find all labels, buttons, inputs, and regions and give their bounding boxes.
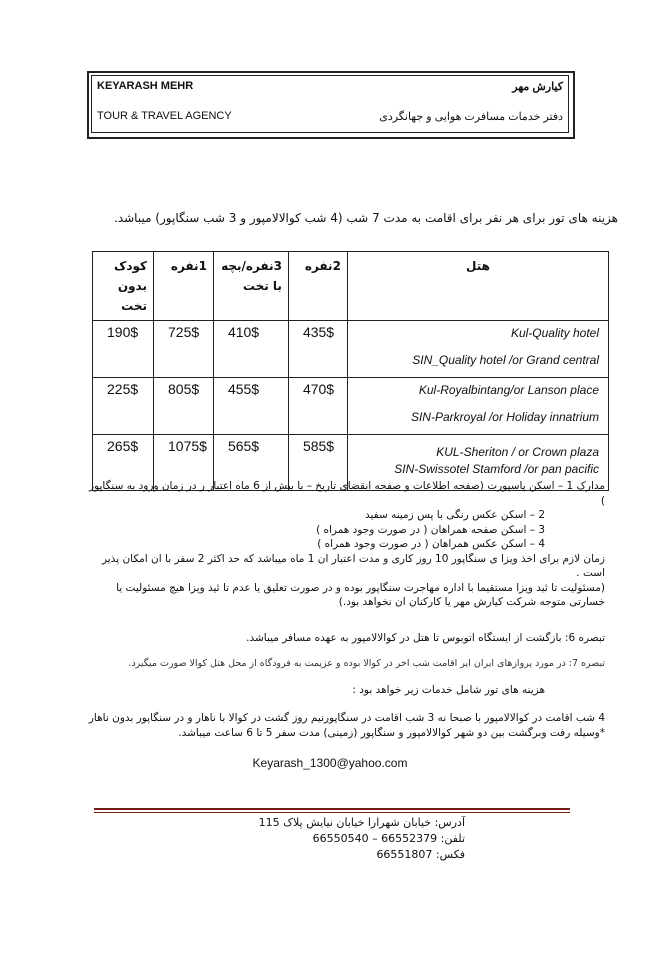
note-7: تبصره 7: در مورد پروازهای ایران ایر اقامت شب اخر در کوالا بوده و عزیمت به فرودگاه از محل هتل کوالا صورت میگیرد. [128, 658, 605, 669]
price-triple: 410$ [213, 321, 288, 378]
price-child: 225$ [93, 378, 154, 435]
responsibility-note: (مسئولیت تا ئید ویزا مستقیما با اداره مهاجرت سنگاپور بوده و در صورت تعلیق یا عدم تا ئید ویزا هیچ مسئولیت یا خسارتی متوجه شرکت کیارش مهر یا کارکنان ان نخواهد بود.) [116, 581, 605, 608]
services-title: هزینه های تور شامل خدمات زیر خواهد بود : [352, 684, 545, 696]
col-header-triple: 3نفره/بچه با تخت [213, 252, 288, 321]
hotel-kl: Kul-Royalbintang/or Lanson place [418, 383, 599, 397]
col-header-hotel: هتل [347, 252, 608, 321]
doc-item-companion-page: 3 – اسکن صفحه همراهان ( در صورت وجود همراه ) [316, 523, 545, 536]
price-double: 435$ [288, 321, 347, 378]
price-single: 1075$ [154, 435, 214, 491]
price-double: 585$ [288, 435, 347, 491]
price-child: 190$ [93, 321, 154, 378]
visa-time-note: زمان لازم برای اخذ ویزا ی سنگاپور 10 روز کاری و مدت اعتبار ان 1 ماه میباشد که حد اکثر 2 سفر با ان امکان پذیر است . [101, 552, 605, 579]
note-6: تبصره 6: بازگشت از ایستگاه اتوبوس تا هتل در کوالالامپور به عهده مسافر میباشد. [246, 632, 605, 644]
price-double: 470$ [288, 378, 347, 435]
hotel-kl: Kul-Quality hotel [510, 326, 599, 340]
footer-address: آدرس: خیابان شهرارا خیابان نیایش پلاک 115 [258, 816, 465, 829]
table-row [93, 321, 609, 378]
footer-rule [94, 808, 570, 810]
col-header-double: 2نفره [288, 252, 347, 321]
hotel-sin: SIN-Parkroyal /or Holiday innatrium [410, 410, 599, 424]
rates-table [92, 251, 609, 491]
hotel-cell [347, 378, 608, 435]
col-header-single: 1نفره [154, 252, 214, 321]
footer-phone: تلفن: 66552379 – 66550540 [312, 832, 465, 845]
agency-subtitle-fa: دفتر خدمات مسافرت هوایی و جهانگردی [379, 111, 563, 123]
doc-item-companion-photo: 4 – اسکن عکس همراهان ( در صورت وجود همراه ) [317, 538, 545, 550]
hotel-kl: KUL-Sheriton / or Crown plaza [436, 445, 599, 459]
price-child: 265$ [93, 435, 154, 491]
intro-text: هزینه های تور برای هر نفر برای اقامت به مدت 7 شب (4 شب کوالالامپور و 3 شب سنگاپور) میباشد. [114, 211, 618, 225]
hotel-sin: SIN-Swissotel Stamford /or pan pacific [394, 462, 599, 476]
table-row [93, 378, 609, 435]
company-name-fa: کیارش مهر [512, 81, 563, 93]
price-triple: 455$ [213, 378, 288, 435]
price-triple: 565$ [213, 435, 288, 491]
col-header-child: کودک بدون تخت [93, 252, 154, 321]
doc-item-photo: 2 – اسکن عکس رنگی با پس زمینه سفید [364, 509, 545, 521]
services-text: 4 شب اقامت در کوالالامپور با صبحا نه 3 شب اقامت در سنگاپورنیم روز گشت در کوالا با ناهار و در سنگاپور بدون ناهار *وسیله رفت وبرگشت بین دو شهر کوالالامپور و سنگاپور (زمینی) مدت سفر 5 تا 6 ساعت میباشد. [88, 712, 605, 739]
documents-section [85, 479, 605, 610]
price-single: 725$ [154, 321, 214, 378]
price-single: 805$ [154, 378, 214, 435]
doc-item-passport: مدارک 1 – اسکن پاسپورت (صفحه اطلاعات و صفحه انقضای تاریخ – با بیش از 6 ماه اعتبار ر در زمان ورود به سنگاپور ) [89, 480, 605, 507]
hotel-cell [347, 321, 608, 378]
email-address: Keyarash_1300@yahoo.com [252, 756, 408, 770]
company-name-en: KEYARASH MEHR [97, 80, 194, 92]
table-header-row [93, 252, 609, 321]
footer-fax: فکس: 66551807 [376, 848, 465, 861]
agency-subtitle-en: TOUR & TRAVEL AGENCY [97, 110, 232, 122]
footer-rule-thin [94, 812, 570, 813]
hotel-sin: SIN_Quality hotel /or Grand central [412, 353, 599, 367]
